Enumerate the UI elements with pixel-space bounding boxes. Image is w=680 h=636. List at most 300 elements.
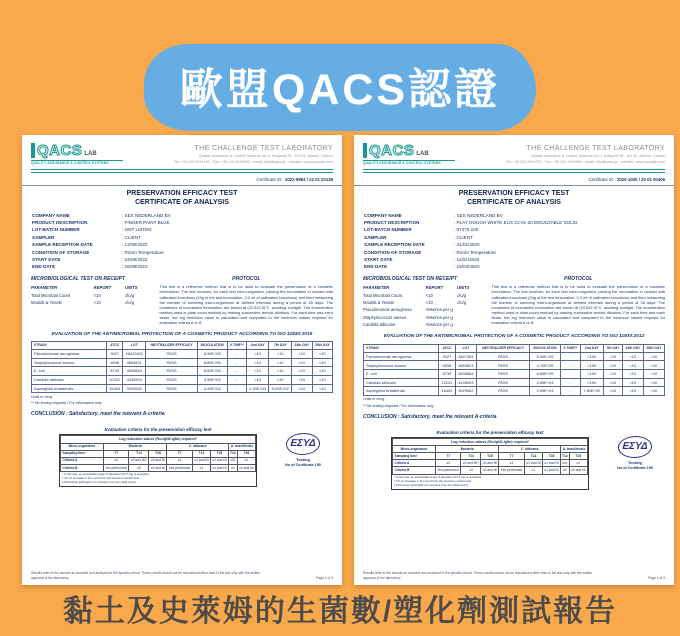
table-cell: ≥1 and NI — [212, 465, 227, 470]
info-value: : SES NEDERLAND BV — [122, 212, 171, 218]
table-cell: <10 — [246, 367, 269, 376]
column-header: STRAIN — [32, 341, 107, 349]
table-cell: Criteria A — [61, 457, 104, 464]
table-cell: Total Microbial Count — [363, 292, 403, 298]
table-cell: 6538 — [439, 361, 455, 370]
table-cell: <10 — [622, 378, 643, 387]
table-cell: ≥1 — [192, 464, 210, 471]
footnote-2: † NI: no increase in the count from the previous contact time. — [394, 478, 472, 483]
info-label: START DATE — [32, 256, 61, 262]
table-cell: ≥0 and NI — [569, 467, 587, 474]
table-row — [61, 464, 256, 471]
table-cell: <10 — [603, 378, 622, 387]
info-value: : CLIENT — [122, 234, 141, 240]
micro-test-section — [363, 276, 484, 329]
table-cell: Pseudomonas aeruginosa — [364, 352, 439, 361]
esyd-accreditation — [605, 436, 665, 471]
qacs-lab-logo — [31, 143, 123, 165]
table-cell: <100 — [580, 361, 603, 370]
table-cell: PASS — [146, 349, 197, 358]
table-cell: T7 — [103, 450, 129, 457]
table-cell: ≥1 — [499, 460, 525, 467]
logo-bar — [31, 143, 35, 158]
table-cell: <10 — [269, 358, 292, 367]
table-cell: 8739 — [107, 367, 123, 376]
table-cell: 3929552 — [455, 387, 476, 396]
table-cell: Absence per g — [425, 307, 453, 313]
info-value: : NOT LISTED — [122, 227, 152, 233]
column-header: UNITS — [457, 285, 470, 291]
column-header: 2nd DAY — [580, 344, 603, 352]
table-cell: 3.50E+04 — [197, 375, 227, 384]
table-cell: <10 — [269, 375, 292, 384]
table-row — [32, 349, 333, 358]
evaluation-heading: EVALUATION OF THE ANTIMICROBIAL PROTECTION OF A COSMETIC PRODUCT ACCORDING TO ISO 11930:2019 — [51, 331, 313, 337]
criteria-group-brasiliensis: A. brasiliensis — [228, 443, 255, 450]
table-cell: 4835664 — [123, 367, 146, 376]
table-cell: ≥3 — [103, 457, 129, 464]
micro-test-section — [31, 276, 152, 326]
table-cell: <10 — [246, 358, 269, 367]
title-line-2: CERTIFICATE OF ANALYSIS — [135, 198, 229, 206]
table-cell: 7.60E+02 — [580, 387, 603, 396]
table-cell: T28 — [569, 453, 587, 460]
conclusion-text: Satisfactory, meet the relevant A-criteria — [69, 411, 165, 418]
criteria-footnotes — [60, 472, 256, 485]
certificate-id-row — [22, 173, 342, 186]
certificate-id-row — [354, 173, 674, 186]
table-cell: 8.60E+05 — [197, 367, 227, 376]
table-row — [364, 369, 665, 378]
table-cell: ≥3 — [435, 460, 461, 467]
document-header — [31, 143, 333, 165]
table-cell: 4.20E+04 — [197, 384, 227, 393]
table-cell: Criteria B — [61, 464, 104, 471]
units-note: Units in cfu/g — [363, 397, 385, 402]
info-label: START DATE — [364, 256, 393, 262]
esyd-testing-label: Testing — [296, 456, 310, 462]
info-row — [364, 257, 664, 263]
footnote-1: * In this test, an acceptable range of deviation of 0.5 log is accepted. — [394, 475, 482, 479]
lab-info — [455, 143, 665, 165]
table-row — [364, 361, 665, 370]
table-cell: Sampling time — [61, 450, 104, 457]
table-cell: PASS — [146, 367, 197, 376]
table-cell: - — [561, 352, 581, 361]
table-cell: - — [227, 367, 246, 376]
info-row — [32, 213, 332, 219]
table-cell: 16404 — [439, 387, 455, 396]
table-cell: <10 — [622, 369, 643, 378]
table-row — [32, 367, 333, 376]
protocol-heading: PROTOCOL — [564, 275, 593, 282]
qacs-logo-text: QACS — [369, 142, 415, 159]
info-value: : SES NEDERLAND BV — [454, 212, 503, 218]
table-cell: <10 — [93, 292, 101, 298]
info-label: SAMPLER — [364, 234, 387, 240]
table-cell: <10 — [269, 367, 292, 376]
table-cell: 8.80E+05 — [197, 358, 227, 367]
info-row — [32, 220, 332, 226]
sample-info — [31, 213, 333, 271]
table-cell: ≥1 and NI — [194, 458, 209, 463]
table-row — [393, 460, 588, 467]
column-header: REPORT — [425, 285, 444, 291]
info-label: PRODUCT DESCRIPTION — [364, 220, 420, 226]
table-cell: cfu/g — [457, 300, 467, 305]
criteria-footnotes — [392, 475, 588, 488]
table-cell: ≥3 and NI — [150, 458, 166, 463]
table-cell: Aspergillus brasiliensis — [364, 387, 439, 396]
esyd-logo: ΕΣΥΔ — [617, 436, 653, 458]
criteria-caption: Log reduction values (Rx=lgN0-lgNx) required* — [61, 436, 256, 443]
info-label: END DATE — [32, 264, 56, 270]
table-cell: 10231 — [439, 378, 455, 387]
criteria-group-brasiliensis: A. brasiliensis — [560, 446, 587, 453]
qacs-lab-logo — [363, 143, 455, 165]
column-header: 7th DAY — [269, 341, 292, 349]
table-cell: <10 — [246, 375, 269, 384]
table-cell: ≥3 and NI — [482, 468, 498, 473]
info-value: : 16/03/2020 — [454, 264, 480, 270]
table-cell: 4435903 — [123, 375, 146, 384]
table-cell: <10 — [643, 378, 664, 387]
footnote-3: ‡ Rx/0 when lgN0-lgNx (no increase from the initial count). — [394, 482, 469, 487]
criteria-table — [392, 438, 588, 474]
info-value: : Room Temperature — [454, 249, 496, 255]
table-cell: - — [227, 358, 246, 367]
criteria-box — [59, 434, 257, 487]
lab-address: Quality Assurance & Control Systems Ltd.,1 Antigonis St., 144 51, Athens, Greece — [199, 154, 333, 159]
table-cell: ≥0‡ — [562, 461, 568, 466]
table-cell: <100 — [580, 369, 603, 378]
conclusion-label: CONCLUSION : — [31, 411, 68, 418]
table-row — [393, 453, 588, 460]
column-header: 2nd DAY — [246, 341, 269, 349]
footnote-2: † NI: no increase in the count from the previous contact time. — [62, 476, 140, 481]
column-header: 28th DAY — [643, 344, 664, 352]
micro-heading: MICROBIOLOGICAL TEST ON RECEIPT — [363, 275, 458, 282]
table-cell: <10 — [292, 375, 312, 384]
table-cell: ≥1 and NI — [212, 458, 227, 463]
table-cell: ≥1 and NI — [544, 468, 559, 473]
footer-disclaimer: Results refer to the sample as received and analyzed in the specific period. These results should not be reproduced other than in full and only with the written approval of the laboratory. — [363, 571, 593, 580]
table-row — [364, 352, 665, 361]
table-cell: PASS — [477, 387, 530, 396]
esyd-certificate-number: No of Certificate 195 — [285, 462, 321, 467]
table-cell: Moulds & Yeasts — [31, 300, 62, 305]
criteria-title: Evaluation criteria for the preservation efficacy test — [104, 426, 212, 432]
title-line-1: PRESERVATION EFFICACY TEST — [126, 190, 238, 198]
table-cell: Candida albicans — [364, 378, 439, 387]
table-header-row — [31, 284, 152, 292]
column-header: LOT — [455, 344, 476, 352]
info-value: : Room Temperature — [122, 249, 164, 255]
table-cell: ≥3 — [461, 467, 481, 474]
table-cell: ≥3 and NI — [482, 461, 498, 466]
info-value: : 12/08/2022 — [122, 242, 148, 248]
table-cell: Absence per g — [425, 314, 453, 320]
table-cell: T28 — [210, 450, 228, 457]
column-header: REPORT — [93, 285, 112, 291]
qacs-logo-tagline: QUALITY ASSURANCE & CONTROL SYSTEMS — [363, 160, 455, 166]
info-value: : 31/01/2020 — [454, 242, 480, 248]
column-header: 0 TIME** — [561, 344, 581, 352]
table-cell: 48412452 — [123, 349, 146, 358]
table-cell: <10 — [643, 387, 664, 396]
table-cell: <10 — [643, 361, 664, 370]
title-line-1: PRESERVATION EFFICACY TEST — [458, 190, 570, 198]
table-cell: ≥1 — [524, 467, 542, 474]
column-header: 14th DAY — [292, 341, 312, 349]
table-row — [364, 387, 665, 396]
document-title — [31, 190, 333, 208]
info-label: SAMPLER — [32, 234, 55, 240]
table-cell: <10 — [425, 292, 433, 298]
table-cell: Not performed — [167, 464, 193, 471]
lab-contact: Tel: +30 210 2934745 - Fax: +30 210 2934606 - email: info@qacs.gr - website: www.qacslab.com — [173, 160, 333, 165]
table-cell: ≥0‡ — [230, 458, 236, 463]
table-cell: - — [561, 378, 581, 387]
table-cell: ≥1 — [237, 457, 255, 464]
protocol-section — [492, 276, 665, 329]
esyd-logo: ΕΣΥΔ — [285, 433, 321, 455]
criteria-table — [60, 435, 256, 471]
table-cell: Total Microbial Count — [31, 292, 71, 298]
table-cell: <10 — [292, 349, 312, 358]
table-row — [363, 292, 484, 299]
criteria-group-microorganisms: Micro-organisms — [393, 446, 436, 453]
criteria-group-microorganisms: Micro-organisms — [61, 443, 104, 450]
logo-bar — [363, 143, 367, 158]
table-cell: PASS — [477, 361, 530, 370]
table-cell: <100 — [580, 378, 603, 387]
document-footer — [363, 571, 665, 580]
table-cell: ≥3 and NI† — [462, 461, 479, 466]
table-cell: ≥0 — [560, 467, 569, 474]
table-cell: ≥3 — [129, 464, 149, 471]
info-label: SAMPLE RECEPTION DATE — [364, 242, 425, 248]
table-cell: <10 — [312, 367, 332, 376]
table-cell: - — [227, 384, 246, 393]
certificate-id-label: Certificate ID : — [588, 177, 616, 183]
table-cell — [457, 321, 484, 328]
table-cell: T28 — [237, 450, 255, 457]
column-header: 14th DAY — [622, 344, 643, 352]
column-header: ATCC — [107, 341, 123, 349]
conclusion-text: Satisfactory, meet the relevant A-criteria — [401, 413, 497, 420]
table-row — [61, 450, 256, 457]
evaluation-table — [31, 341, 333, 393]
page-number: Page 1 of 3 — [648, 575, 665, 580]
table-cell: Pseudomonas aeruginosa — [363, 307, 412, 313]
esyd-testing-label: Testing — [628, 459, 642, 465]
column-header: ATCC — [439, 344, 455, 352]
table-header-row — [32, 341, 333, 349]
table-cell: 16404 — [107, 384, 123, 393]
table-cell: - — [227, 375, 246, 384]
lab-contact: Tel: +30 210 2934745 - Fax: +30 210 2934606 - email: info@qacs.gr - website: www.qacslab.com — [505, 160, 665, 165]
column-header: NEUTRALIZER EFFICACY — [477, 344, 530, 352]
table-cell: <10 — [622, 352, 643, 361]
column-header: STRAIN — [364, 344, 439, 352]
column-header: 7th DAY — [603, 344, 622, 352]
info-value: : CLIENT — [454, 234, 473, 240]
table-cell: Moulds & Yeasts — [363, 300, 394, 305]
criteria-group-albicans: C. albicans — [499, 446, 561, 453]
info-row — [32, 227, 332, 233]
table-cell: 4835664 — [455, 369, 476, 378]
table-cell: - — [561, 387, 581, 396]
table-cell: 1.90E+04 — [246, 384, 269, 393]
document-title — [363, 190, 665, 208]
table-row — [61, 457, 256, 464]
info-value: : 11/02/2020 — [454, 256, 480, 262]
table-cell: <10 — [292, 358, 312, 367]
table-cell: <10 — [425, 300, 433, 305]
lab-name: THE CHALLENGE TEST LABORATORY — [194, 145, 333, 152]
table-row — [364, 378, 665, 387]
table-cell — [457, 306, 484, 313]
certificate-id-value: 2020-1030 / 20 01 00406 — [616, 177, 665, 183]
table-cell: <10 — [622, 387, 643, 396]
table-cell: T28 — [481, 453, 499, 460]
criteria-group-albicans: C. albicans — [167, 443, 229, 450]
info-value: : PLAY DOUGH WHITE EUX 21-01-20 MOULDABLE SOLID — [454, 220, 578, 226]
lab-info — [123, 143, 333, 165]
table-cell: T14 — [524, 453, 542, 460]
table-cell: <10 — [312, 349, 332, 358]
info-label: CONDITION OF STORAGE — [32, 249, 90, 255]
table-cell: cfu/g — [125, 300, 135, 305]
table-cell: Criteria A — [393, 460, 436, 467]
table-cell: <10 — [603, 352, 622, 361]
table-cell: <10 — [603, 361, 622, 370]
table-cell: Absence per g — [425, 321, 453, 327]
info-row — [364, 235, 664, 241]
table-cell: <10 — [643, 352, 664, 361]
evaluation-heading: EVALUATION OF THE ANTIMICROBIAL PROTECTION OF A COSMETIC PRODUCT ACCORDING TO ISO 11930:2012 — [383, 334, 645, 340]
table-cell: cfu/g — [125, 292, 135, 298]
info-row — [364, 227, 664, 233]
table-row — [31, 299, 152, 306]
table-cell: - — [561, 369, 581, 378]
table-cell — [457, 314, 484, 321]
table-cell: 3929552 — [123, 384, 146, 393]
conclusion — [31, 411, 333, 418]
column-header: LOT — [123, 341, 146, 349]
lab-address: Quality Assurance & Control Systems Ltd.,1 Antigonis St., 144 51, Athens, Greece — [531, 154, 665, 159]
esyd-certificate-number: No of Certificate 195 — [617, 465, 653, 470]
title-line-2: CERTIFICATE OF ANALYSIS — [467, 198, 561, 206]
certificate-document-left — [22, 135, 342, 585]
conclusion-label: CONCLUSION : — [363, 413, 400, 420]
qacs-logo-lab: LAB — [416, 150, 429, 157]
table-cell: E. coli — [364, 369, 439, 378]
info-row — [32, 257, 332, 263]
footer-disclaimer: Results refer to the sample as received and analyzed in the specific period. These results should not be reproduced other than in full and only with the written approval of the laboratory. — [31, 571, 261, 580]
table-cell: Aspergillus brasiliensis — [32, 384, 107, 393]
criteria-caption: Log reduction values (Rx=lgN0-lgNx) required* — [393, 439, 588, 446]
certificate-document-right — [354, 135, 674, 585]
table-cell: cfu/g — [457, 292, 467, 298]
table-cell: <10 — [292, 367, 312, 376]
table-cell: Staphylococcus aureus — [364, 361, 439, 370]
table-cell: <100 — [580, 352, 603, 361]
table-cell: <10 — [312, 375, 332, 384]
banner-title: 歐盟QACS認證 — [144, 44, 536, 131]
table-cell: 10231 — [107, 375, 123, 384]
table-cell: <10 — [622, 361, 643, 370]
criteria-group-row — [61, 443, 256, 450]
criteria-group-bacteria: Bacteria — [103, 443, 167, 450]
table-row — [32, 358, 333, 367]
info-value: : 97470.100 — [454, 227, 479, 233]
table-cell: Staphylococcus aureus — [363, 314, 407, 320]
column-header: UNITS — [125, 285, 138, 291]
info-row — [364, 264, 664, 270]
table-cell: 4.90E+04 — [529, 387, 560, 396]
info-row — [364, 242, 664, 248]
table-cell: T7 — [167, 450, 193, 457]
table-header-row — [363, 284, 484, 292]
info-value: : FINGER PAINT BLUE — [122, 220, 170, 226]
certificate-id-label: Certificate ID : — [256, 177, 284, 183]
table-cell: <10 — [603, 387, 622, 396]
info-value: : 24/08/2022 — [122, 256, 148, 262]
table-cell: Not performed — [435, 467, 461, 474]
table-cell: PASS — [477, 352, 530, 361]
info-row — [32, 242, 332, 248]
table-row — [32, 375, 333, 384]
table-cell: 6.80E+05 — [529, 369, 560, 378]
micro-heading: MICROBIOLOGICAL TEST ON RECEIPT — [31, 275, 126, 282]
info-label: SAMPLE RECEPTION DATE — [32, 242, 93, 248]
footnote-3: ‡ Rx/0 when lgN0-lgNx (no increase from the initial count). — [62, 479, 137, 484]
table-cell: 8739 — [439, 369, 455, 378]
document-header — [363, 143, 665, 165]
criteria-section — [391, 430, 589, 490]
table-cell: 4435903 — [455, 378, 476, 387]
table-cell: - — [561, 361, 581, 370]
table-cell: Sampling time — [393, 453, 436, 460]
table-cell: ≥3 and NI — [150, 465, 166, 470]
table-cell: Not performed — [103, 464, 129, 471]
esyd-accreditation — [273, 433, 333, 468]
table-row — [32, 384, 333, 393]
footnote-1: * In this test, an acceptable range of deviation of 0.5 log is accepted. — [62, 472, 150, 477]
table-cell: <10 — [246, 349, 269, 358]
table-cell: PASS — [477, 378, 530, 387]
table-cell: E. coli — [32, 367, 107, 376]
testing-note: ** No testing required / For information only — [363, 403, 434, 408]
criteria-group-row — [393, 446, 588, 453]
table-cell: 4.70E+05 — [529, 361, 560, 370]
table-cell: Candida albicans — [32, 375, 107, 384]
table-cell: ≥0 — [228, 464, 237, 471]
info-label: CONDITION OF STORAGE — [364, 249, 422, 255]
table-cell: 4854821 — [123, 358, 146, 367]
info-row — [32, 235, 332, 241]
document-footer — [31, 571, 333, 580]
criteria-group-bacteria: Bacteria — [435, 446, 499, 453]
table-cell: ≥3 and NI† — [130, 458, 147, 463]
info-row — [364, 250, 664, 256]
table-cell: ≥1 — [569, 460, 587, 467]
table-row — [31, 292, 152, 299]
info-label: END DATE — [364, 264, 388, 270]
column-header: NEUTRALIZER EFFICACY — [146, 341, 197, 349]
